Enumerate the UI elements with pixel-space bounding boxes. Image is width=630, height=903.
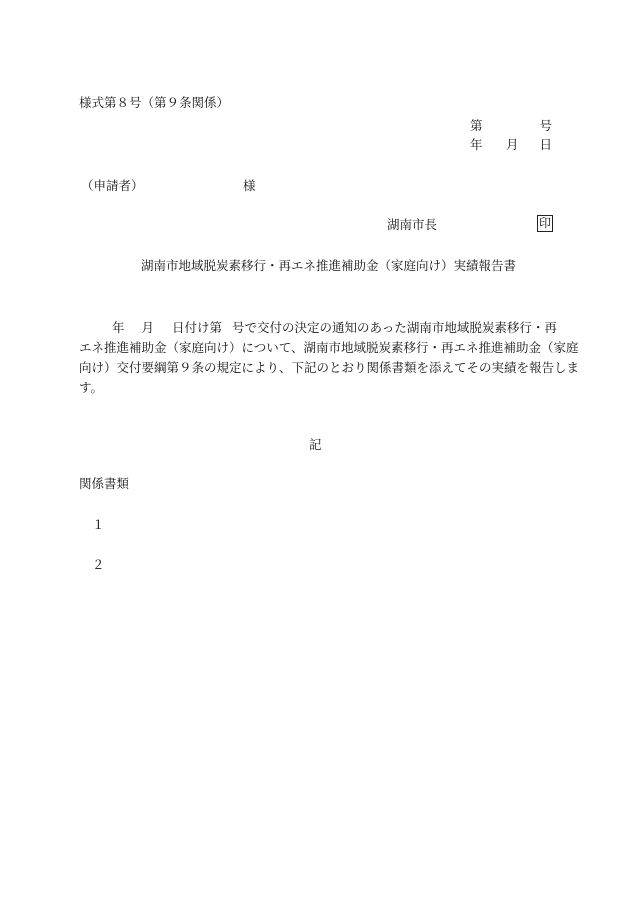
date-month: 月 <box>506 137 519 152</box>
related-document-item-1: １ <box>92 517 105 532</box>
issuer-name: 湖南市長 <box>387 217 438 232</box>
related-document-item-2: ２ <box>92 557 105 572</box>
body-date-number: 日付け第 <box>172 320 223 335</box>
form-number-label: 様式第８号（第９条関係） <box>79 95 230 110</box>
body-line-2: エネ推進補助金（家庭向け）について、湖南市地域脱炭素移行・再エネ推進補助金（家庭 <box>79 340 579 355</box>
applicant-label: （申請者） <box>81 178 144 193</box>
body-month: 月 <box>141 320 155 335</box>
ki-heading: 記 <box>309 437 322 452</box>
body-line-3: 向け）交付要綱第９条の規定により、下記のとおり関係書類を添えてその実績を報告しま <box>79 360 580 375</box>
date-day: 日 <box>539 137 552 152</box>
number-prefix: 第 <box>470 118 483 133</box>
applicant-honorific: 様 <box>243 178 256 193</box>
document-title: 湖南市地域脱炭素移行・再エネ推進補助金（家庭向け）実績報告書 <box>141 258 517 273</box>
number-suffix: 号 <box>539 118 552 133</box>
date-year: 年 <box>470 137 483 152</box>
body-paragraph <box>79 318 580 398</box>
related-documents-heading: 関係書類 <box>79 476 130 491</box>
seal-mark: 印 <box>538 216 551 230</box>
body-year: 年 <box>112 320 125 335</box>
body-line-1-text: 号で交付の決定の通知のあった湖南市地域脱炭素移行・再 <box>232 320 557 335</box>
body-line-1 <box>79 318 557 338</box>
body-line-4: す。 <box>79 380 104 395</box>
